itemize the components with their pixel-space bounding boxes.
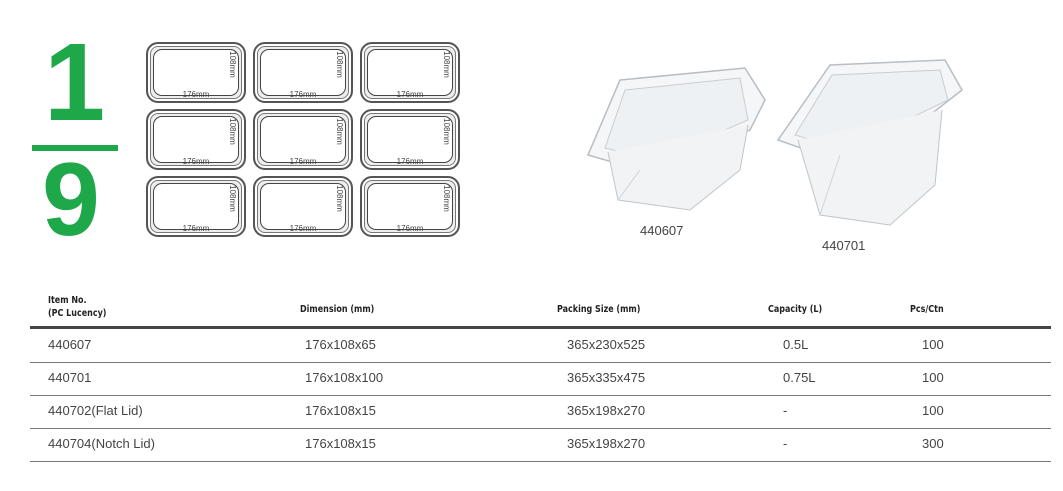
height-label: 108mm [442,185,452,212]
cell-packing: 365x335x475 [567,370,646,385]
height-label: 108mm [442,118,452,145]
width-label: 176mm [396,157,424,166]
diagram-tile [146,42,246,103]
diagram-tile [360,109,460,170]
tile-inner [153,183,239,230]
cell-pcs: 100 [922,337,944,352]
width-label: 176mm [182,90,210,99]
row-divider [30,428,1051,429]
width-label: 176mm [396,90,424,99]
cell-capacity: - [783,403,788,418]
header-rule [30,326,1051,329]
header-item-line2: (PC Lucency) [48,308,107,319]
cell-pcs: 100 [922,403,944,418]
header-packing-size: Packing Size (mm) [557,304,641,315]
tile-inner [153,116,239,163]
cell-item: 440704(Notch Lid) [48,436,155,451]
height-label: 108mm [228,185,238,212]
header-capacity: Capacity (L) [768,304,823,315]
width-label: 176mm [182,157,210,166]
header-item-no [48,294,106,320]
diagram-tile [146,109,246,170]
cell-capacity: - [783,436,788,451]
cell-packing: 365x230x525 [567,337,646,352]
diagram-tile [253,176,353,237]
diagram-tile [146,176,246,237]
header-dimension: Dimension (mm) [300,304,375,315]
height-label: 108mm [442,51,452,78]
width-label: 176mm [396,224,424,233]
height-label: 108mm [228,51,238,78]
width-label: 176mm [182,224,210,233]
cell-packing: 365x198x270 [567,436,646,451]
cell-item: 440702(Flat Lid) [48,403,143,418]
cell-capacity: 0.5L [783,337,809,352]
height-label: 108mm [335,185,345,212]
height-label: 108mm [335,51,345,78]
height-label: 108mm [335,118,345,145]
tile-inner [260,116,346,163]
width-label: 176mm [289,90,317,99]
product-image-440607 [580,60,770,220]
tile-inner [367,49,453,96]
width-label: 176mm [289,157,317,166]
row-divider [30,362,1051,363]
cell-dimension: 176x108x65 [305,337,376,352]
tile-inner [260,183,346,230]
cell-dimension: 176x108x15 [305,436,376,451]
fraction-numerator: 1 [44,21,106,144]
header-item-line1: Item No. [48,295,87,306]
tile-inner [260,49,346,96]
width-label: 176mm [289,224,317,233]
cell-packing: 365x198x270 [567,403,646,418]
cell-item: 440607 [48,337,92,352]
height-label: 108mm [228,118,238,145]
size-diagram-grid [146,42,460,237]
product-code-label: 440607 [640,223,684,238]
cell-item: 440701 [48,370,92,385]
cell-dimension: 176x108x15 [305,403,376,418]
cell-pcs: 300 [922,436,944,451]
diagram-tile [360,42,460,103]
cell-pcs: 100 [922,370,944,385]
fraction-denominator: 9 [42,142,100,258]
product-image-440701 [770,55,970,235]
tile-inner [367,116,453,163]
product-code-label: 440701 [822,238,866,253]
header-pcs-ctn: Pcs/Ctn [910,304,944,315]
tile-inner [153,49,239,96]
row-divider [30,395,1051,396]
tile-inner [367,183,453,230]
cell-dimension: 176x108x100 [305,370,384,385]
row-divider [30,461,1051,462]
diagram-tile [253,109,353,170]
diagram-tile [360,176,460,237]
diagram-tile [253,42,353,103]
cell-capacity: 0.75L [783,370,816,385]
